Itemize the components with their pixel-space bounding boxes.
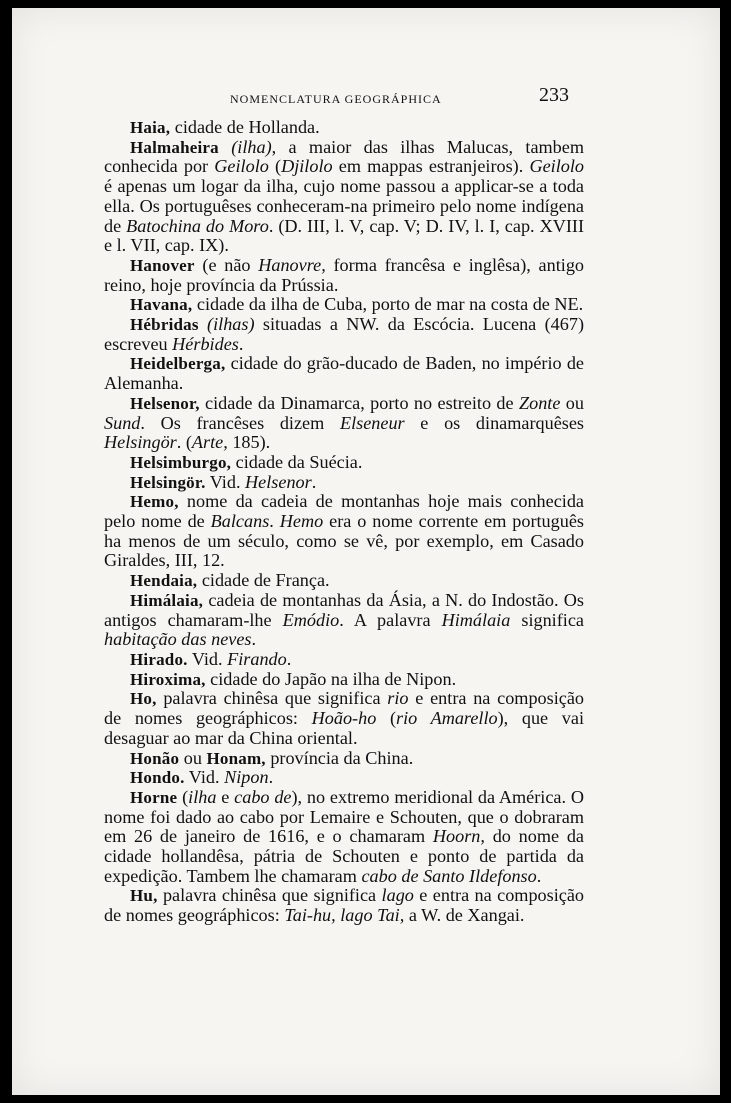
entry-text: e	[216, 786, 235, 807]
italic-term: Geilolo	[214, 156, 269, 177]
entry-text: ou	[560, 392, 584, 413]
entry-text: cidade da Suécia.	[231, 451, 363, 472]
italic-term: Sund	[104, 412, 141, 433]
entry-text: e entra na composição de nomes geográphicos:	[104, 688, 585, 729]
entry-headword: Hirado.	[130, 649, 188, 669]
dictionary-entry	[104, 138, 584, 256]
entry-text: nome da cadeia de montanhas hoje mais conhecida pelo nome de	[104, 491, 584, 532]
dictionary-entry	[104, 118, 584, 138]
entry-text: e os dinamarquêses	[404, 412, 584, 433]
italic-term: Hérbides	[172, 333, 239, 354]
entry-text: ), que vai desaguar ao mar da China oriental.	[104, 708, 585, 748]
italic-term: Djilolo	[281, 156, 333, 177]
entry-text: . (	[176, 432, 192, 453]
entry-text: .	[268, 767, 274, 788]
italic-term: Tai-hu, lago Tai,	[284, 905, 405, 926]
dictionary-entry	[104, 886, 584, 925]
entry-text: província da China.	[265, 747, 414, 768]
italic-term: habitação das neves	[104, 629, 252, 650]
entry-text: .	[536, 865, 542, 886]
entry-headword: Honam,	[206, 748, 266, 768]
entry-text: forma francêsa e inglêsa), antigo reino, hoje província da Prússia.	[104, 254, 585, 295]
entry-text: cadeia de montanhas da Ásia, a N. do Indostão. Os antigos chamaram-lhe	[104, 589, 584, 630]
italic-term: (ilhas)	[207, 314, 255, 335]
entry-headword: Helsenor,	[130, 393, 200, 413]
dictionary-entry	[104, 256, 584, 295]
entry-text: cidade do grão-ducado de Baden, no império de Alemanha.	[104, 353, 584, 394]
entry-headword: Havana,	[130, 295, 193, 315]
entry-headword: Hu,	[130, 886, 158, 906]
italic-term: Helsenor	[245, 471, 312, 492]
entry-text: palavra chinêsa que significa	[156, 688, 388, 709]
entry-text: (e não	[194, 254, 259, 275]
italic-term: Balcans	[210, 511, 270, 532]
entry-text: 185).	[227, 432, 271, 453]
italic-term: Hemo	[279, 511, 324, 532]
italic-term: ilha	[188, 786, 217, 807]
entry-text: é apenas um logar da ilha, cujo nome passou a applicar-se a toda ella. Os portuguêses conheceram-na primeiro pelo nome indígena de	[104, 176, 584, 236]
entry-text: .	[286, 648, 292, 669]
entry-text: Vid.	[187, 648, 228, 669]
entry-text: cidade de França.	[197, 570, 330, 591]
entry-text: . A palavra	[339, 609, 442, 630]
dictionary-entry	[104, 295, 584, 315]
entry-headword: Ho,	[130, 689, 157, 709]
italic-term: Batochina do Moro	[126, 215, 269, 236]
entry-headword: Helsingör.	[130, 472, 206, 492]
italic-term: Nipon	[224, 767, 269, 788]
entry-headword: Hondo.	[130, 768, 185, 788]
entry-text	[219, 137, 231, 157]
dictionary-entry	[104, 394, 584, 453]
entry-text: palavra chinêsa que significa	[157, 885, 382, 906]
dictionary-entries	[104, 118, 584, 926]
italic-term: Helsingör	[104, 432, 177, 453]
entry-text: cidade da Dinamarca, porto no estreito de	[199, 392, 519, 413]
entry-text: Vid.	[184, 767, 225, 788]
entry-text: .	[269, 511, 280, 532]
italic-term: Hanovre,	[258, 254, 326, 275]
entry-headword: Hiroxima,	[130, 669, 206, 689]
dictionary-entry	[104, 473, 584, 493]
dictionary-entry	[104, 571, 584, 591]
entry-text: ), no extremo meridional da América. O nome foi dado ao cabo por Lemaire e Schouten, que o dobraram em 26 de janeiro de 1616, e o chamaram	[104, 786, 584, 847]
page-header	[12, 78, 720, 108]
entry-headword: Hébridas	[130, 315, 199, 335]
italic-term: Arte,	[191, 432, 228, 453]
entry-headword: Himálaia,	[130, 590, 204, 610]
dictionary-entry	[104, 788, 584, 887]
entry-text	[199, 314, 207, 334]
entry-headword: Horne	[130, 787, 178, 807]
entry-text: .	[238, 333, 244, 354]
italic-term: Elseneur	[339, 412, 405, 433]
entry-headword: Hemo,	[130, 492, 179, 512]
entry-headword: Haia,	[130, 118, 171, 137]
dictionary-entry	[104, 591, 584, 650]
italic-term: cabo de	[234, 786, 292, 807]
entry-text: . Os francêses dizem	[140, 412, 340, 433]
entry-text: ou	[179, 747, 207, 768]
italic-term: Himálaia	[441, 609, 511, 630]
entry-text: situadas a NW. da Escócia. Lucena (467) escreveu	[104, 314, 584, 354]
entry-text: . (D. III, l. V, cap. V; D. IV, l. I, cap. XVIII e l. VII, cap. IX).	[104, 215, 585, 256]
entry-headword: Halmaheira	[130, 137, 219, 157]
entry-text: cidade da ilha de Cuba, porto de mar na costa de NE.	[192, 294, 584, 315]
entry-text: do nome da cidade hollandêsa, pátria de Schouten e ponto de partida da expedição. Tambem lhe chamaram	[104, 826, 584, 886]
entry-headword: Honão	[130, 748, 180, 768]
italic-term: Hoorn,	[432, 826, 485, 847]
entry-text: .	[251, 629, 257, 650]
entry-headword: Helsimburgo,	[130, 452, 232, 472]
dictionary-entry	[104, 354, 584, 393]
dictionary-entry	[104, 650, 584, 670]
entry-text: significa	[510, 609, 584, 630]
italic-term: Hoão-ho	[311, 708, 377, 729]
entry-text: era o nome corrente em português ha menos de um século, como se vê, por exemplo, em Casado Giraldes, III, 12.	[104, 511, 584, 571]
dictionary-entry	[104, 315, 584, 354]
dictionary-entry	[104, 492, 584, 571]
book-page	[12, 8, 720, 1095]
entry-text: e entra na composição de nomes geográphicos:	[104, 885, 585, 926]
entry-text: a W. de Xangai.	[404, 905, 525, 926]
entry-text: (	[177, 786, 189, 807]
entry-headword: Hendaia,	[130, 571, 198, 591]
italic-term: rio	[387, 688, 409, 709]
entry-text: cidade do Japão na ilha de Nipon.	[205, 668, 457, 689]
italic-term: Firando	[227, 648, 287, 669]
entry-text: (	[268, 156, 282, 177]
entry-headword: Heidelberga,	[130, 354, 226, 374]
entry-text: Vid.	[205, 471, 246, 492]
italic-term: cabo de Santo Ildefonso	[361, 865, 537, 886]
entry-text: (	[376, 708, 397, 729]
entry-text: em mappas estranjeiros).	[332, 156, 530, 177]
italic-term: lago	[381, 885, 414, 906]
italic-term: Zonte	[518, 392, 561, 413]
entry-text: cidade de Hollanda.	[170, 117, 320, 137]
italic-term: (ilha)	[231, 136, 272, 157]
dictionary-entry	[104, 749, 584, 769]
entry-text: , a maior das ilhas Malucas, tambem conhecida por	[104, 136, 584, 177]
running-title: NOMENCLATURA GEOGRÁPHICA	[230, 92, 442, 106]
italic-term: Geilolo	[529, 156, 585, 177]
dictionary-entry	[104, 453, 584, 473]
italic-term: rio Amarello	[396, 708, 498, 729]
dictionary-entry	[104, 670, 584, 690]
dictionary-entry	[104, 768, 584, 788]
italic-term: Emódio	[282, 609, 340, 630]
entry-text: .	[311, 471, 317, 492]
entry-headword: Hanover	[130, 255, 195, 275]
dictionary-entry	[104, 689, 584, 748]
page-number: 233	[539, 84, 569, 106]
